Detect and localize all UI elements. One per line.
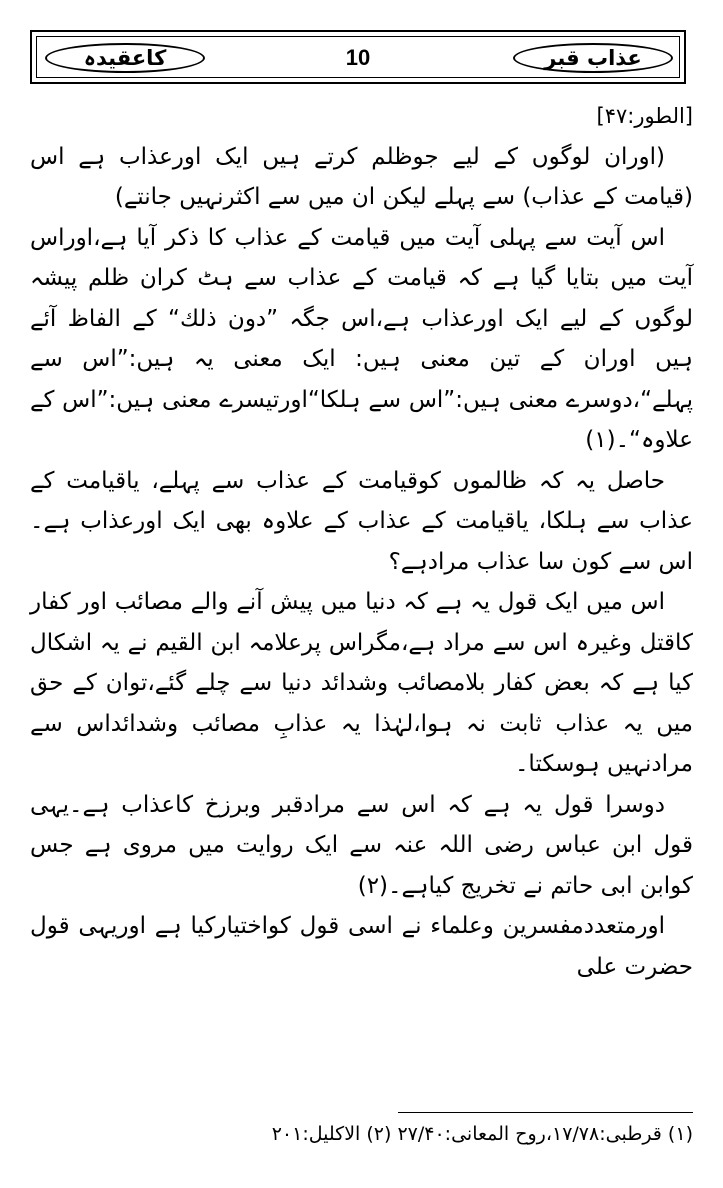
paragraph: اس میں ایک قول یہ ہے کہ دنیا میں پیش آنے والے مصائب اور کفار کاقتل وغیرہ اس سے مراد ہے،مگراس پرعلامہ ابن القیم نے یہ اشکال کیا ہے کہ بعض کفار بلامصائب وشدائد دنیا سے چلے گئے،توان کے حق میں یہ عذاب ثابت نہ ہوا،لہٰذا یہ عذابِ مصائب وشدائداس سے مرادنہیں ہوسکتا۔ [30, 589, 693, 777]
page-header-inner-border [36, 36, 680, 78]
page-header [30, 30, 686, 84]
paragraph: اس آیت سے پہلی آیت میں قیامت کے عذاب کا ذکر آیا ہے،اوراس آیت میں بتایا گیا ہے کہ قیامت کے عذاب سے ہٹ کران ظلم پیشہ لوگوں کے لیے ایک اورعذاب ہے،اس جگہ ”دون ذلك“ کے الفاظ آئے ہیں اوران کے تین معنی ہیں: ایک معنی یہ ہیں:”اس سے پہلے“،دوسرے معنی ہیں:”اس سے ہلکا“اورتیسرے معنی ہیں:”اس کے علاوہ“۔(۱) [30, 224, 693, 453]
page-number: 10 [345, 45, 371, 70]
paragraph: حاصل یہ کہ ظالموں کوقیامت کے عذاب سے پہلے، یاقیامت کے عذاب سے ہلکا، یاقیامت کے عذاب کے علاوہ بھی ایک اورعذاب ہے۔اس سے کون سا عذاب مرادہے؟ [30, 467, 693, 575]
paragraph: دوسرا قول یہ ہے کہ اس سے مرادقبر وبرزخ کاعذاب ہے۔یہی قول ابن عباس رضی اللہ عنہ سے ایک روایت میں مروی ہے جس کوابن ابی حاتم نے تخریج کیاہے۔(۲) [30, 791, 693, 899]
verse-reference: [الطور:۴۷] [596, 104, 693, 128]
footnote: (۱) قرطبی:۱۷/۷۸،روح المعانی:۲۷/۴۰ (۲) الاکلیل:۲۰۱ [271, 1123, 693, 1145]
verse-translation: (اوران لوگوں کے لیے جوظلم کرتے ہیں ایک اورعذاب ہے اس (قیامت کے عذاب) سے پہلے لیکن ان میں سے اکثرنہیں جانتے) [30, 143, 693, 210]
header-title-right: عذاب قبر [513, 43, 673, 73]
page-body [30, 96, 693, 987]
header-title-left: کاعقیدہ [45, 43, 205, 73]
paragraph: اورمتعددمفسرین وعلماء نے اسی قول کواختیارکیا ہے اوریہی قول حضرت علی [30, 913, 693, 980]
footnote-divider [398, 1112, 693, 1113]
